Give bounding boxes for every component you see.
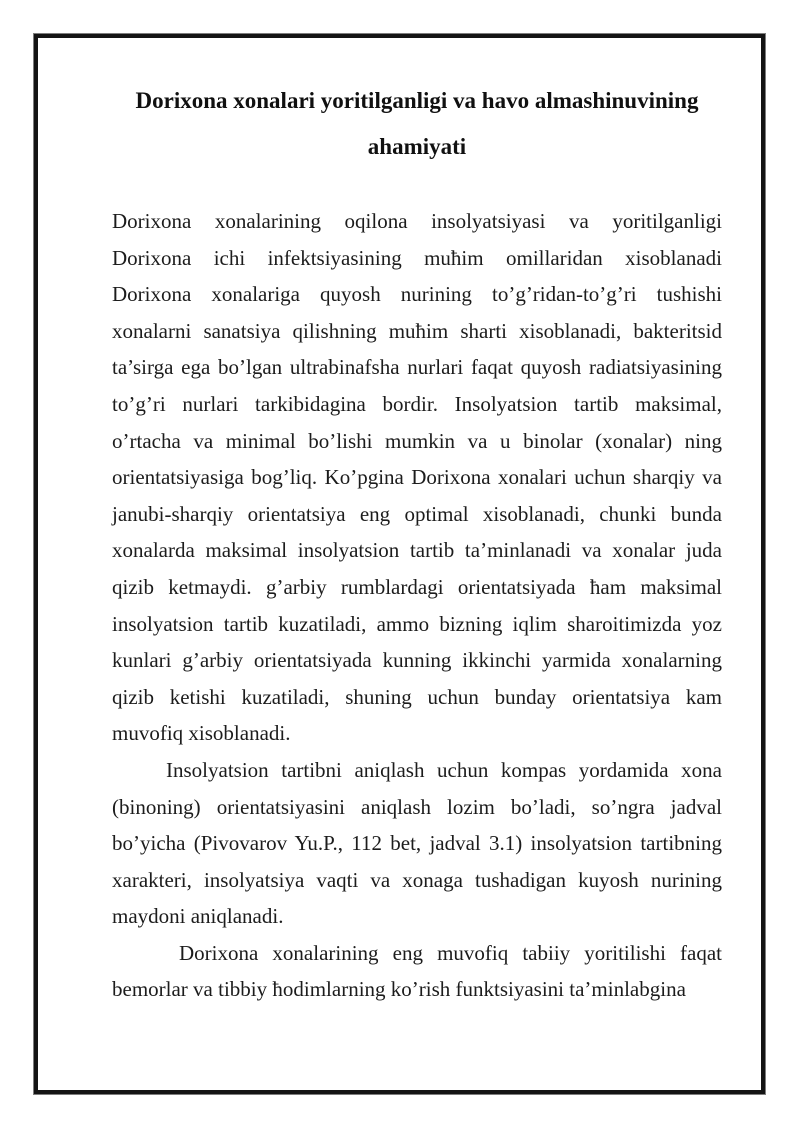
text-line: xonalarda maksimal insolyatsion tartib ta’minlanadi va xonalar juda — [112, 538, 722, 563]
paragraph — [112, 203, 722, 752]
paragraph — [112, 752, 722, 935]
text-line: bo’yicha (Pivovarov Yu.P., 112 bet, jadval 3.1) insolyatsion tartibning — [112, 831, 722, 856]
text-line: Insolyatsion tartibni aniqlash uchun kompas yordamida xona — [166, 757, 722, 782]
document-body — [112, 203, 722, 1008]
text-line: to’g’ri nurlari tarkibidagina bordir. Insolyatsion tartib maksimal, — [112, 391, 722, 416]
text-line: o’rtacha va minimal bo’lishi mumkin va u binolar (xonalar) ning — [112, 428, 722, 453]
text-line: qizib ketmaydi. g’arbiy rumblardagi orientatsiyada ħam maksimal — [112, 574, 722, 599]
text-line: Dorixona xonalarining eng muvofiq tabiiy yoritilishi faqat — [179, 940, 722, 965]
text-line: Dorixona xonalariga quyosh nurining to’g’ridan-to’g’ri tushishi — [112, 282, 722, 307]
text-line: xonalarni sanatsiya qilishning muħim sharti xisoblanadi, bakteritsid — [112, 318, 722, 343]
text-line: xarakteri, insolyatsiya vaqti va xonaga tushadigan kuyosh nurining — [112, 867, 722, 892]
text-line: kunlari g’arbiy orientatsiyada kunning ikkinchi yarmida xonalarning — [112, 648, 722, 673]
title-line: ahamiyati — [367, 134, 467, 159]
text-line: Dorixona ichi infektsiyasining muħim omillaridan xisoblanadi — [112, 245, 722, 270]
text-line: insolyatsion tartib kuzatiladi, ammo bizning iqlim sharoitimizda yoz — [112, 611, 722, 636]
text-line: ta’sirga ega bo’lgan ultrabinafsha nurlari faqat quyosh radiatsiyasining — [112, 355, 722, 380]
text-line: maydoni aniqlanadi. — [112, 904, 284, 929]
text-line: Dorixona xonalarining oqilona insolyatsiyasi va yoritilganligi — [112, 209, 722, 233]
paragraph — [112, 935, 722, 1008]
text-line: (binoning) orientatsiyasini aniqlash lozim bo’ladi, so’ngra jadval — [112, 794, 722, 819]
text-line: orientatsiyasiga bog’liq. Ko’pgina Dorixona xonalari uchun sharqiy va — [112, 465, 722, 490]
title-line: Dorixona xonalari yoritilganligi va havo almashinuvining — [135, 88, 699, 113]
text-line: janubi-sharqiy orientatsiya eng optimal xisoblanadi, chunki bunda — [112, 501, 722, 526]
text-line: bemorlar va tibbiy ħodimlarning ko’rish funktsiyasini ta’minlabgina — [112, 977, 686, 1002]
document-title — [112, 78, 722, 170]
page-content — [38, 38, 761, 1090]
text-line: qizib ketishi kuzatiladi, shuning uchun bunday orientatsiya kam — [112, 684, 722, 709]
page-border-inner — [34, 34, 765, 1094]
text-line: muvofiq xisoblanadi. — [112, 721, 291, 746]
page-border — [33, 33, 766, 1095]
